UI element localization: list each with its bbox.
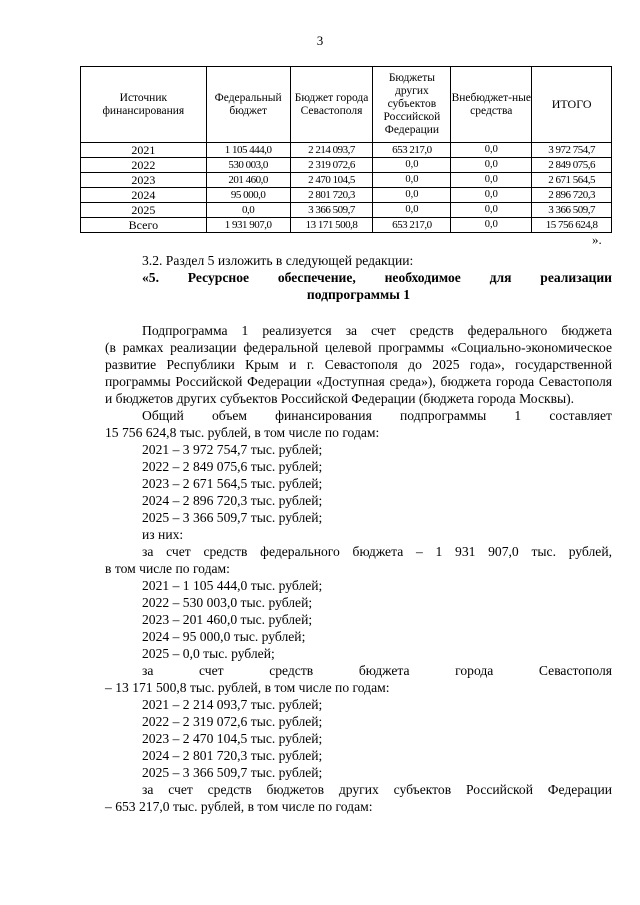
- table-cell: 530 003,0: [206, 158, 290, 173]
- table-cell: 0,0: [373, 173, 451, 188]
- table-cell: 2 896 720,3: [532, 188, 612, 203]
- header-source: Источник финансирования: [81, 67, 207, 143]
- sevastopol-line2: – 13 171 500,8 тыс. рублей, в том числе по годам:: [105, 680, 390, 695]
- list-item: 2023 – 201 460,0 тыс. рублей;: [142, 612, 313, 627]
- table-cell: 0,0: [451, 218, 532, 233]
- table-cell: Всего: [81, 218, 207, 233]
- table-cell: 653 217,0: [373, 143, 451, 158]
- table-header-row: [81, 67, 612, 143]
- header-federal: Федеральный бюджет: [206, 67, 290, 143]
- table-cell: 0,0: [373, 203, 451, 218]
- total-line2: 15 756 624,8 тыс. рублей, в том числе по годам:: [105, 425, 380, 440]
- table-cell: 2 671 564,5: [532, 173, 612, 188]
- header-sevastopol: Бюджет города Севастополя: [290, 67, 373, 143]
- table-cell: 0,0: [451, 203, 532, 218]
- list-item: 2021 – 3 972 754,7 тыс. рублей;: [142, 442, 323, 457]
- list-item: 2022 – 530 003,0 тыс. рублей;: [142, 595, 313, 610]
- table-cell: 0,0: [451, 158, 532, 173]
- table-row: [81, 203, 612, 218]
- table-cell: 1 105 444,0: [206, 143, 290, 158]
- table-cell: 201 460,0: [206, 173, 290, 188]
- section-intro: 3.2. Раздел 5 изложить в следующей редакции:: [142, 253, 414, 268]
- list-item: 2025 – 3 366 509,7 тыс. рублей;: [142, 510, 323, 525]
- table-cell: 0,0: [373, 188, 451, 203]
- federal-line2: в том числе по годам:: [105, 561, 230, 576]
- table-cell: 2024: [81, 188, 207, 203]
- header-total: ИТОГО: [532, 67, 612, 143]
- table-cell: 1 931 907,0: [206, 218, 290, 233]
- table-cell: 0,0: [206, 203, 290, 218]
- table-cell: 3 366 509,7: [532, 203, 612, 218]
- table-cell: 2 849 075,6: [532, 158, 612, 173]
- table-cell: 3 972 754,7: [532, 143, 612, 158]
- list-item: 2021 – 2 214 093,7 тыс. рублей;: [142, 697, 323, 712]
- table-cell: 2021: [81, 143, 207, 158]
- page-number: 3: [316, 33, 324, 48]
- table-cell: 0,0: [451, 188, 532, 203]
- table-row: [81, 158, 612, 173]
- body-text: [105, 252, 612, 815]
- list-item: 2025 – 0,0 тыс. рублей;: [142, 646, 275, 661]
- list-item: 2024 – 2 896 720,3 тыс. рублей;: [142, 493, 323, 508]
- list-item: 2024 – 95 000,0 тыс. рублей;: [142, 629, 306, 644]
- table-cell: 2 214 093,7: [290, 143, 373, 158]
- table-cell: 2 470 104,5: [290, 173, 373, 188]
- closing-quote: ».: [592, 232, 602, 247]
- other-regions-line1: за счет средств бюджетов других субъектов Российской Федерации: [142, 782, 612, 797]
- table-cell: 13 171 500,8: [290, 218, 373, 233]
- table-row: [81, 188, 612, 203]
- list-item: 2023 – 2 470 104,5 тыс. рублей;: [142, 731, 323, 746]
- list-item: 2021 – 1 105 444,0 тыс. рублей;: [142, 578, 323, 593]
- list-item: 2024 – 2 801 720,3 тыс. рублей;: [142, 748, 323, 763]
- table-cell: 2023: [81, 173, 207, 188]
- table-cell: 2022: [81, 158, 207, 173]
- table-cell: 2 319 072,6: [290, 158, 373, 173]
- financing-table: [80, 66, 612, 233]
- table-cell: 2 801 720,3: [290, 188, 373, 203]
- section-heading-line2: подпрограммы 1: [306, 287, 411, 302]
- federal-line1: за счет средств федерального бюджета – 1 931 907,0 тыс. рублей,: [142, 544, 612, 559]
- other-regions-line2: – 653 217,0 тыс. рублей, в том числе по годам:: [105, 799, 373, 814]
- table-cell: 95 000,0: [206, 188, 290, 203]
- table-cell: 0,0: [373, 158, 451, 173]
- total-line1: Общий объем финансирования подпрограммы 1 составляет: [142, 408, 612, 423]
- table-row: [81, 143, 612, 158]
- table-cell: 3 366 509,7: [290, 203, 373, 218]
- list-item: 2022 – 2 849 075,6 тыс. рублей;: [142, 459, 323, 474]
- table-cell: 15 756 624,8: [532, 218, 612, 233]
- table-cell: 0,0: [451, 143, 532, 158]
- paragraph-body: (в рамках реализации федеральной целевой программы «Социально-экономическое развитие Республики Крым и г. Севастополя до 2025 года», государственной программы Российской Федерации «Доступная среда»), бюджета города Севастополя и бюджетов других субъектов Российской Федерации (бюджета города Москвы).: [105, 340, 612, 406]
- table-cell: 2025: [81, 203, 207, 218]
- sevastopol-line1: за счет средств бюджета города Севастополя: [142, 663, 612, 678]
- header-other-regions: Бюджеты других субъектов Российской Федерации: [373, 67, 451, 143]
- table-total-row: [81, 218, 612, 233]
- list-item: 2023 – 2 671 564,5 тыс. рублей;: [142, 476, 323, 491]
- header-extrabudget: Внебюджет-ные средства: [451, 67, 532, 143]
- table-cell: 653 217,0: [373, 218, 451, 233]
- list-item: 2025 – 3 366 509,7 тыс. рублей;: [142, 765, 323, 780]
- section-heading-line1: «5. Ресурсное обеспечение, необходимое для реализации: [142, 270, 612, 285]
- list-item: 2022 – 2 319 072,6 тыс. рублей;: [142, 714, 323, 729]
- table-cell: 0,0: [451, 173, 532, 188]
- of-them-label: из них:: [142, 527, 184, 542]
- table-row: [81, 173, 612, 188]
- paragraph-line: Подпрограмма 1 реализуется за счет средств федерального бюджета: [142, 323, 612, 338]
